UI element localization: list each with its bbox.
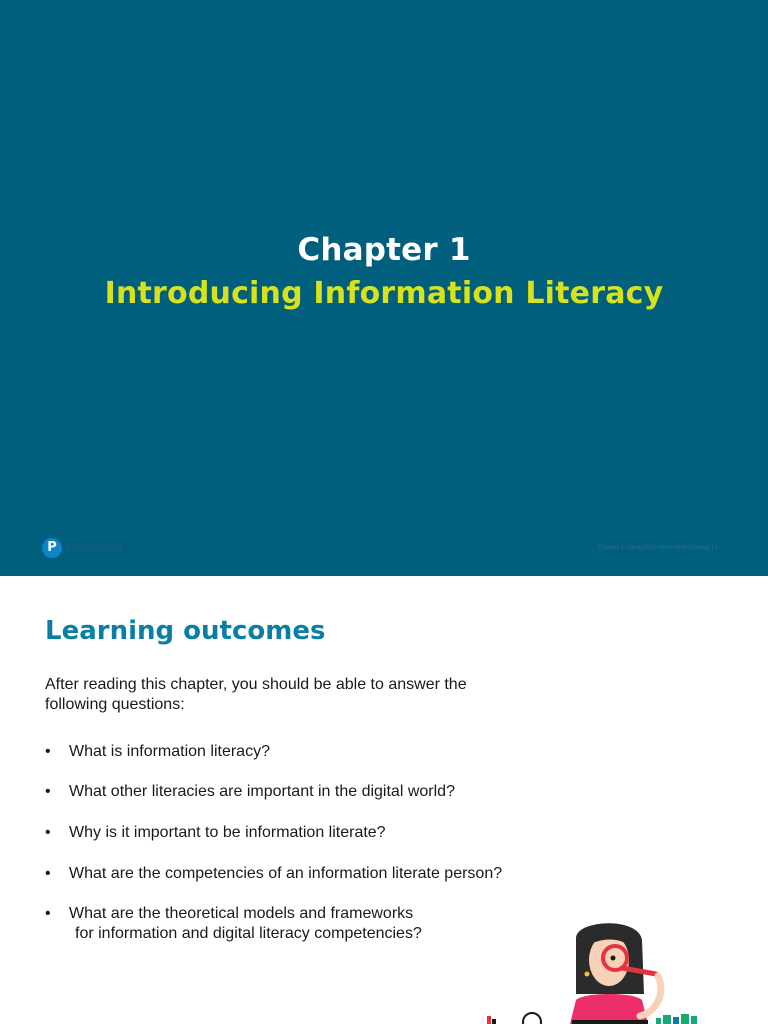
bullet-dot: • [45,783,51,800]
pearson-wordmark: Pearson [66,540,123,556]
bullet-dot: • [45,824,51,841]
list-item-text-line-1: What are the theoretical models and frameworks [69,905,414,922]
bullet-dot: • [45,743,51,760]
woman-with-magnifying-glass-icon [480,916,720,1024]
list-item [45,864,565,884]
slide-footer: Chapter 1: Navigating Information Literacy | 1 [597,545,718,551]
intro-line-2: following questions: [45,696,185,713]
pearson-mark-icon [42,538,62,558]
pearson-mark-letter: P [47,540,57,555]
list-item-text-line-2: for information and digital literacy competencies? [75,925,422,942]
chapter-title: Chapter 1 [297,232,471,268]
intro-line-1: After reading this chapter, you should be able to answer the [45,676,467,693]
list-item-text: Why is it important to be information literate? [69,824,386,841]
intro-paragraph [45,675,525,715]
list-item [45,823,565,843]
pearson-logo [42,537,123,559]
list-item-text: What are the competencies of an information literate person? [69,865,503,882]
chapter-subtitle: Introducing Information Literacy [104,276,664,311]
bullet-dot: • [45,865,51,882]
list-item-text: What other literacies are important in the digital world? [69,783,455,800]
bullet-dot: • [45,905,51,922]
learning-outcomes-slide [0,576,768,1024]
list-item [45,742,565,762]
list-item-text: What is information literacy? [69,743,270,760]
list-item [45,782,565,802]
slide-heading: Learning outcomes [45,616,326,646]
